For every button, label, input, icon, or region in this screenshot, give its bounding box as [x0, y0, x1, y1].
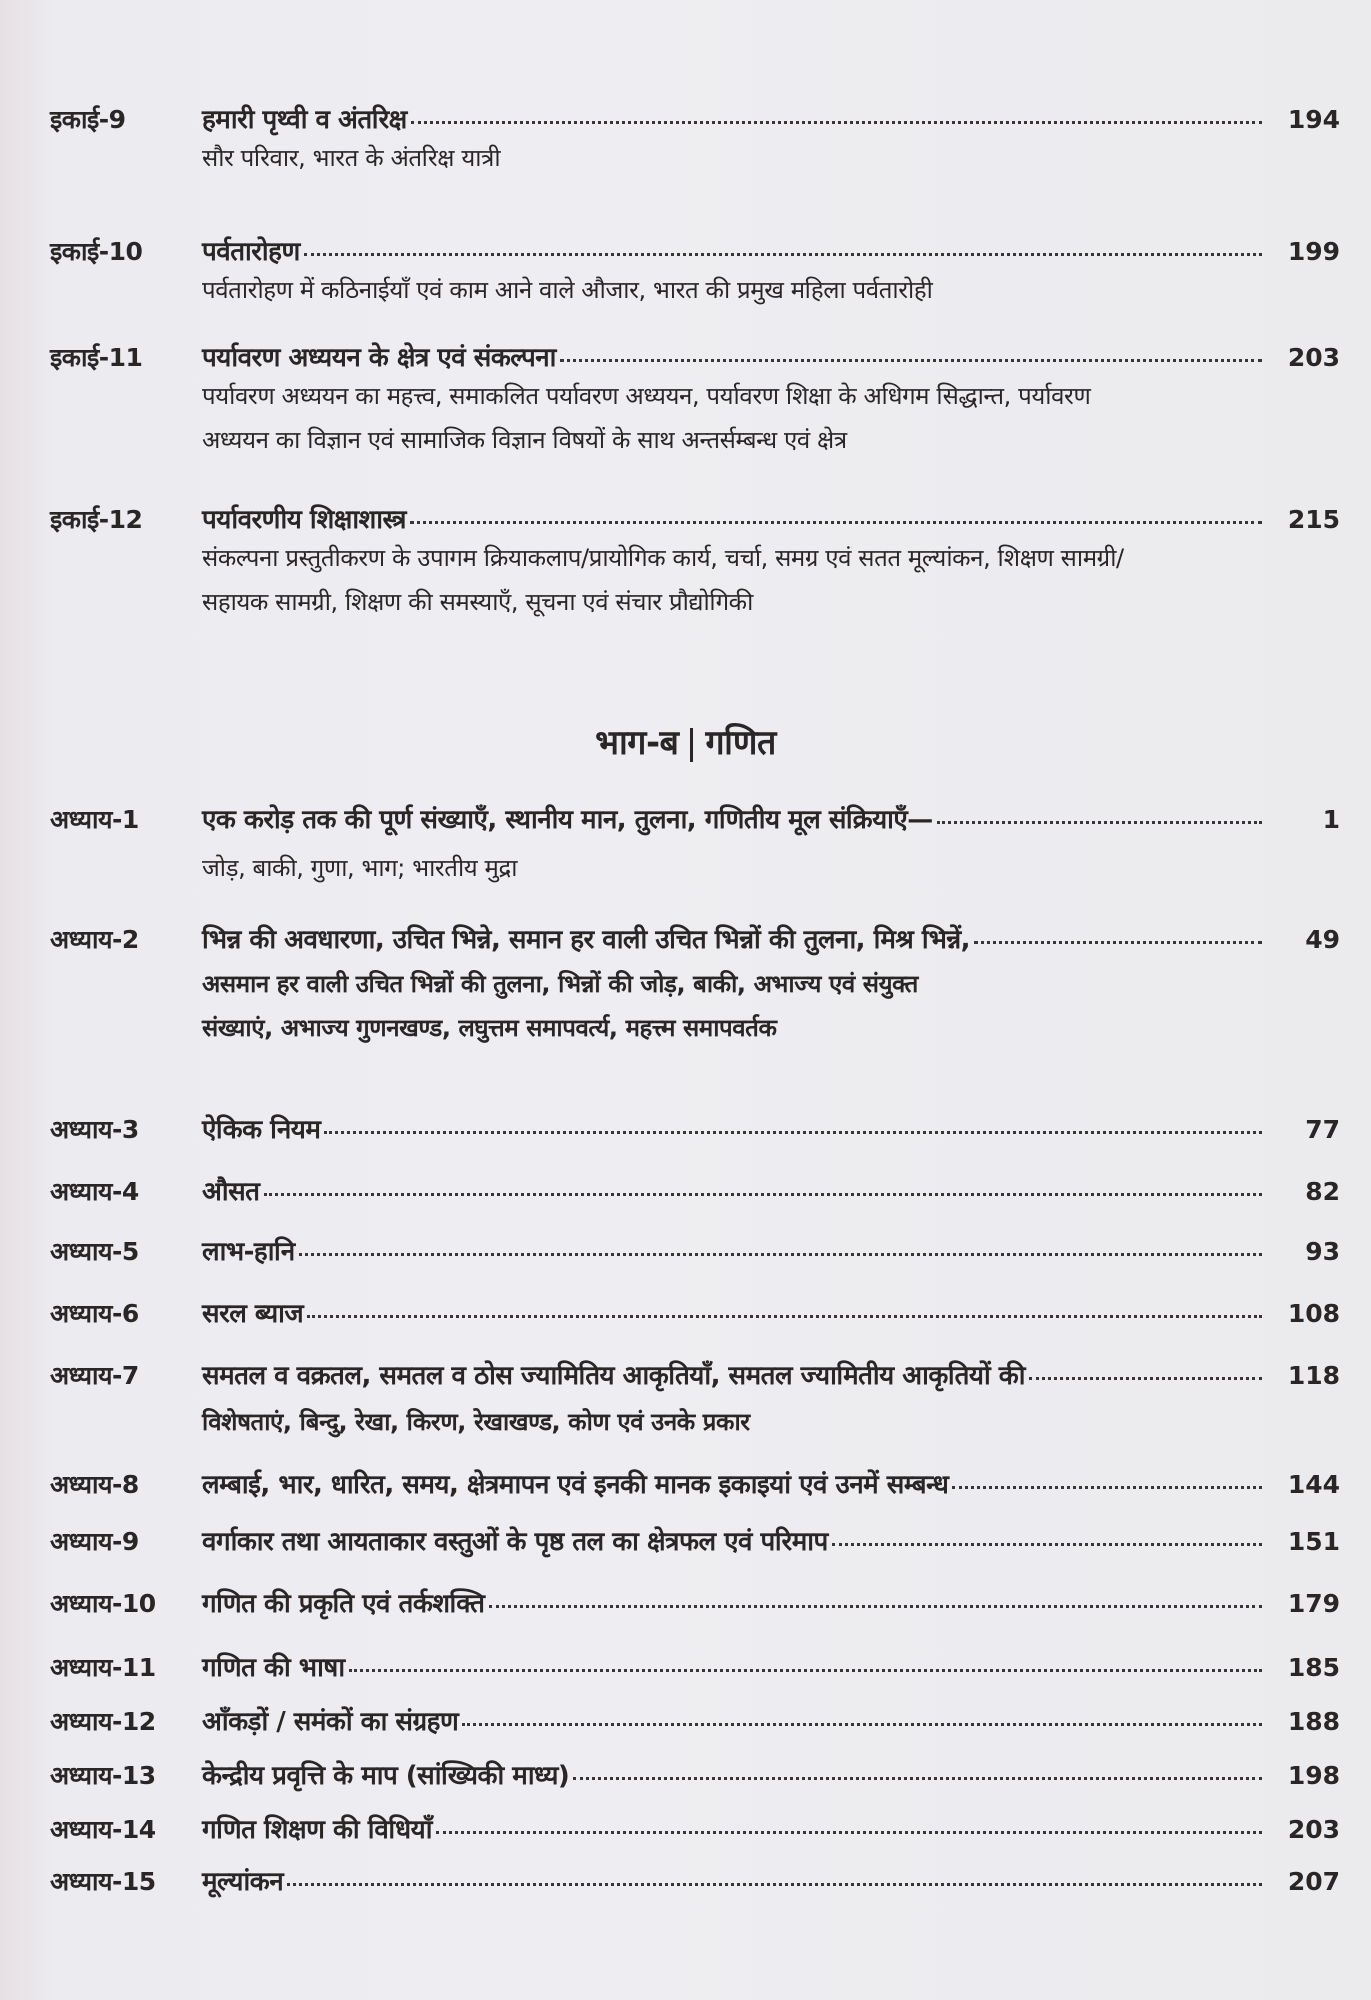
entry-label: अध्याय-15 — [50, 1867, 156, 1896]
entry-label: अध्याय-5 — [50, 1237, 139, 1266]
toc-entry-chapter-3 — [50, 1110, 1340, 1146]
page-number: 188 — [1287, 1707, 1340, 1736]
entry-label: अध्याय-3 — [50, 1115, 139, 1144]
toc-entry-unit-11 — [50, 338, 1340, 462]
entry-title: मूल्यांकन — [202, 1867, 284, 1897]
entry-title: गणित शिक्षण की विधियाँ — [202, 1815, 432, 1845]
entry-title: सरल ब्याज — [202, 1299, 304, 1329]
page-number: 108 — [1287, 1299, 1340, 1328]
entry-label: अध्याय-14 — [50, 1815, 156, 1844]
page-number: 203 — [1287, 343, 1340, 372]
toc-entry-chapter-2 — [50, 920, 1340, 1050]
toc-entry-unit-10 — [50, 232, 1340, 312]
entry-title: वर्गाकार तथा आयताकार वस्तुओं के पृष्ठ तल का क्षेत्रफल एवं परिमाप — [202, 1527, 828, 1557]
entry-label: इकाई-10 — [50, 237, 143, 266]
entry-subtopics: सहायक सामग्री, शिक्षण की समस्याएँ, सूचना एवं संचार प्रौद्योगिकी — [202, 588, 753, 616]
toc-entry-chapter-6 — [50, 1294, 1340, 1330]
section-subject: गणित — [705, 723, 776, 763]
toc-entry-chapter-4 — [50, 1172, 1340, 1208]
page-number: 49 — [1305, 925, 1340, 954]
entry-subtopics: जोड़, बाकी, गुणा, भाग; भारतीय मुद्रा — [202, 854, 518, 882]
dot-leader — [349, 1669, 1262, 1672]
heading-divider — [690, 728, 693, 762]
entry-title: ऐकिक नियम — [202, 1115, 321, 1145]
page-number: 199 — [1287, 237, 1340, 266]
entry-title: हमारी पृथ्वी व अंतरिक्ष — [202, 105, 407, 135]
entry-label: इकाई-12 — [50, 505, 143, 534]
entry-title: केन्द्रीय प्रवृत्ति के माप (सांख्यिकी माध्य) — [202, 1761, 570, 1791]
dot-leader — [436, 1831, 1262, 1834]
entry-label: अध्याय-10 — [50, 1589, 156, 1618]
page-number: 194 — [1287, 105, 1340, 134]
page-number: 1 — [1322, 805, 1340, 834]
entry-title: गणित की प्रकृति एवं तर्कशक्ति — [202, 1589, 485, 1619]
dot-leader — [974, 941, 1262, 944]
entry-label: इकाई-11 — [50, 343, 143, 372]
toc-entry-chapter-12 — [50, 1702, 1340, 1738]
page-number: 82 — [1305, 1177, 1340, 1206]
entry-subtopics: अध्ययन का विज्ञान एवं सामाजिक विज्ञान विषयों के साथ अन्तर्सम्बन्ध एवं क्षेत्र — [202, 426, 847, 454]
entry-label: अध्याय-12 — [50, 1707, 156, 1736]
dot-leader — [410, 521, 1262, 524]
entry-subtopics: पर्वतारोहण में कठिनाईयाँ एवं काम आने वाले औजार, भारत की प्रमुख महिला पर्वतारोही — [202, 276, 933, 304]
entry-title: गणित की भाषा — [202, 1653, 345, 1683]
toc-entry-chapter-9 — [50, 1522, 1340, 1558]
dot-leader — [324, 1131, 1262, 1134]
toc-entry-chapter-15 — [50, 1862, 1340, 1898]
entry-label: अध्याय-13 — [50, 1761, 156, 1790]
dot-leader — [952, 1486, 1262, 1489]
page-number: 185 — [1287, 1653, 1340, 1682]
toc-entry-chapter-1 — [50, 800, 1340, 890]
toc-entry-chapter-8 — [50, 1465, 1340, 1501]
entry-title: भिन्न की अवधारणा, उचित भिन्ने, समान हर वाली उचित भिन्नों की तुलना, मिश्र भिन्नें, — [202, 925, 971, 955]
page-number: 215 — [1287, 505, 1340, 534]
toc-entry-chapter-14 — [50, 1810, 1340, 1846]
dot-leader — [462, 1723, 1262, 1726]
entry-title: पर्यावरणीय शिक्षाशास्त्र — [202, 505, 407, 535]
toc-entry-chapter-10 — [50, 1584, 1340, 1620]
page-number: 179 — [1287, 1589, 1340, 1618]
dot-leader — [304, 253, 1262, 256]
entry-subtopics: विशेषताएं, बिन्दु, रेखा, किरण, रेखाखण्ड, कोण एवं उनके प्रकार — [202, 1408, 750, 1436]
entry-title: लम्बाई, भार, धारित, समय, क्षेत्रमापन एवं इनकी मानक इकाइयां एवं उनमें सम्बन्ध — [202, 1470, 949, 1500]
entry-label: अध्याय-9 — [50, 1527, 139, 1556]
entry-subtopics: सौर परिवार, भारत के अंतरिक्ष यात्री — [202, 144, 501, 172]
toc-entry-unit-9 — [50, 100, 1340, 180]
entry-label: अध्याय-1 — [50, 805, 139, 834]
toc-entry-chapter-5 — [50, 1232, 1340, 1268]
entry-title: औसत — [202, 1177, 260, 1207]
page-number: 144 — [1287, 1470, 1340, 1499]
dot-leader — [287, 1883, 1262, 1886]
entry-title: समतल व वक्रतल, समतल व ठोस ज्यामितिय आकृतियाँ, समतल ज्यामितीय आकृतियों की — [202, 1361, 1025, 1391]
toc-entry-chapter-11 — [50, 1648, 1340, 1684]
dot-leader — [573, 1777, 1262, 1780]
toc-entry-chapter-7 — [50, 1356, 1340, 1444]
dot-leader — [489, 1605, 1262, 1608]
section-part: भाग-ब — [595, 723, 679, 763]
entry-label: अध्याय-7 — [50, 1361, 139, 1390]
dot-leader — [411, 121, 1262, 124]
dot-leader — [937, 821, 1262, 824]
entry-label: अध्याय-11 — [50, 1653, 156, 1682]
toc-entry-unit-12 — [50, 500, 1340, 624]
entry-subtopics: पर्यावरण अध्ययन का महत्त्व, समाकलित पर्यावरण अध्ययन, पर्यावरण शिक्षा के अधिगम सिद्धान्त, पर्यावरण — [202, 382, 1091, 410]
entry-title: आँकड़ों / समंकों का संग्रहण — [202, 1707, 459, 1737]
dot-leader — [307, 1315, 1262, 1318]
dot-leader — [264, 1193, 1263, 1196]
page-number: 203 — [1287, 1815, 1340, 1844]
page-number: 93 — [1305, 1237, 1340, 1266]
entry-title: लाभ-हानि — [202, 1237, 295, 1267]
dot-leader — [1029, 1377, 1262, 1380]
section-heading — [0, 718, 1371, 764]
entry-subtopics: संकल्पना प्रस्तुतीकरण के उपागम क्रियाकलाप/प्रायोगिक कार्य, चर्चा, समग्र एवं सतत मूल्यांकन, शिक्षण सामग्री/ — [202, 544, 1124, 572]
dot-leader — [832, 1543, 1262, 1546]
entry-title: पर्वतारोहण — [202, 237, 300, 267]
entry-title: एक करोड़ तक की पूर्ण संख्याएँ, स्थानीय मान, तुलना, गणितीय मूल संक्रियाएँ— — [202, 805, 933, 835]
entry-subtopics: असमान हर वाली उचित भिन्नों की तुलना, भिन्नों की जोड़, बाकी, अभाज्य एवं संयुक्त — [202, 970, 918, 998]
entry-label: अध्याय-6 — [50, 1299, 139, 1328]
entry-subtopics: संख्याएं, अभाज्य गुणनखण्ड, लघुत्तम समापवर्त्य, महत्त्म समापवर्तक — [202, 1014, 777, 1042]
dot-leader — [299, 1253, 1262, 1256]
page-number: 151 — [1287, 1527, 1340, 1556]
toc-entry-chapter-13 — [50, 1756, 1340, 1792]
entry-label: अध्याय-2 — [50, 925, 139, 954]
page-number: 118 — [1287, 1361, 1340, 1390]
entry-label: अध्याय-4 — [50, 1177, 139, 1206]
page-number: 207 — [1287, 1867, 1340, 1896]
page-number: 198 — [1287, 1761, 1340, 1790]
page-number: 77 — [1305, 1115, 1340, 1144]
entry-label: इकाई-9 — [50, 105, 126, 134]
entry-label: अध्याय-8 — [50, 1470, 139, 1499]
dot-leader — [560, 359, 1262, 362]
entry-title: पर्यावरण अध्ययन के क्षेत्र एवं संकल्पना — [202, 343, 556, 373]
